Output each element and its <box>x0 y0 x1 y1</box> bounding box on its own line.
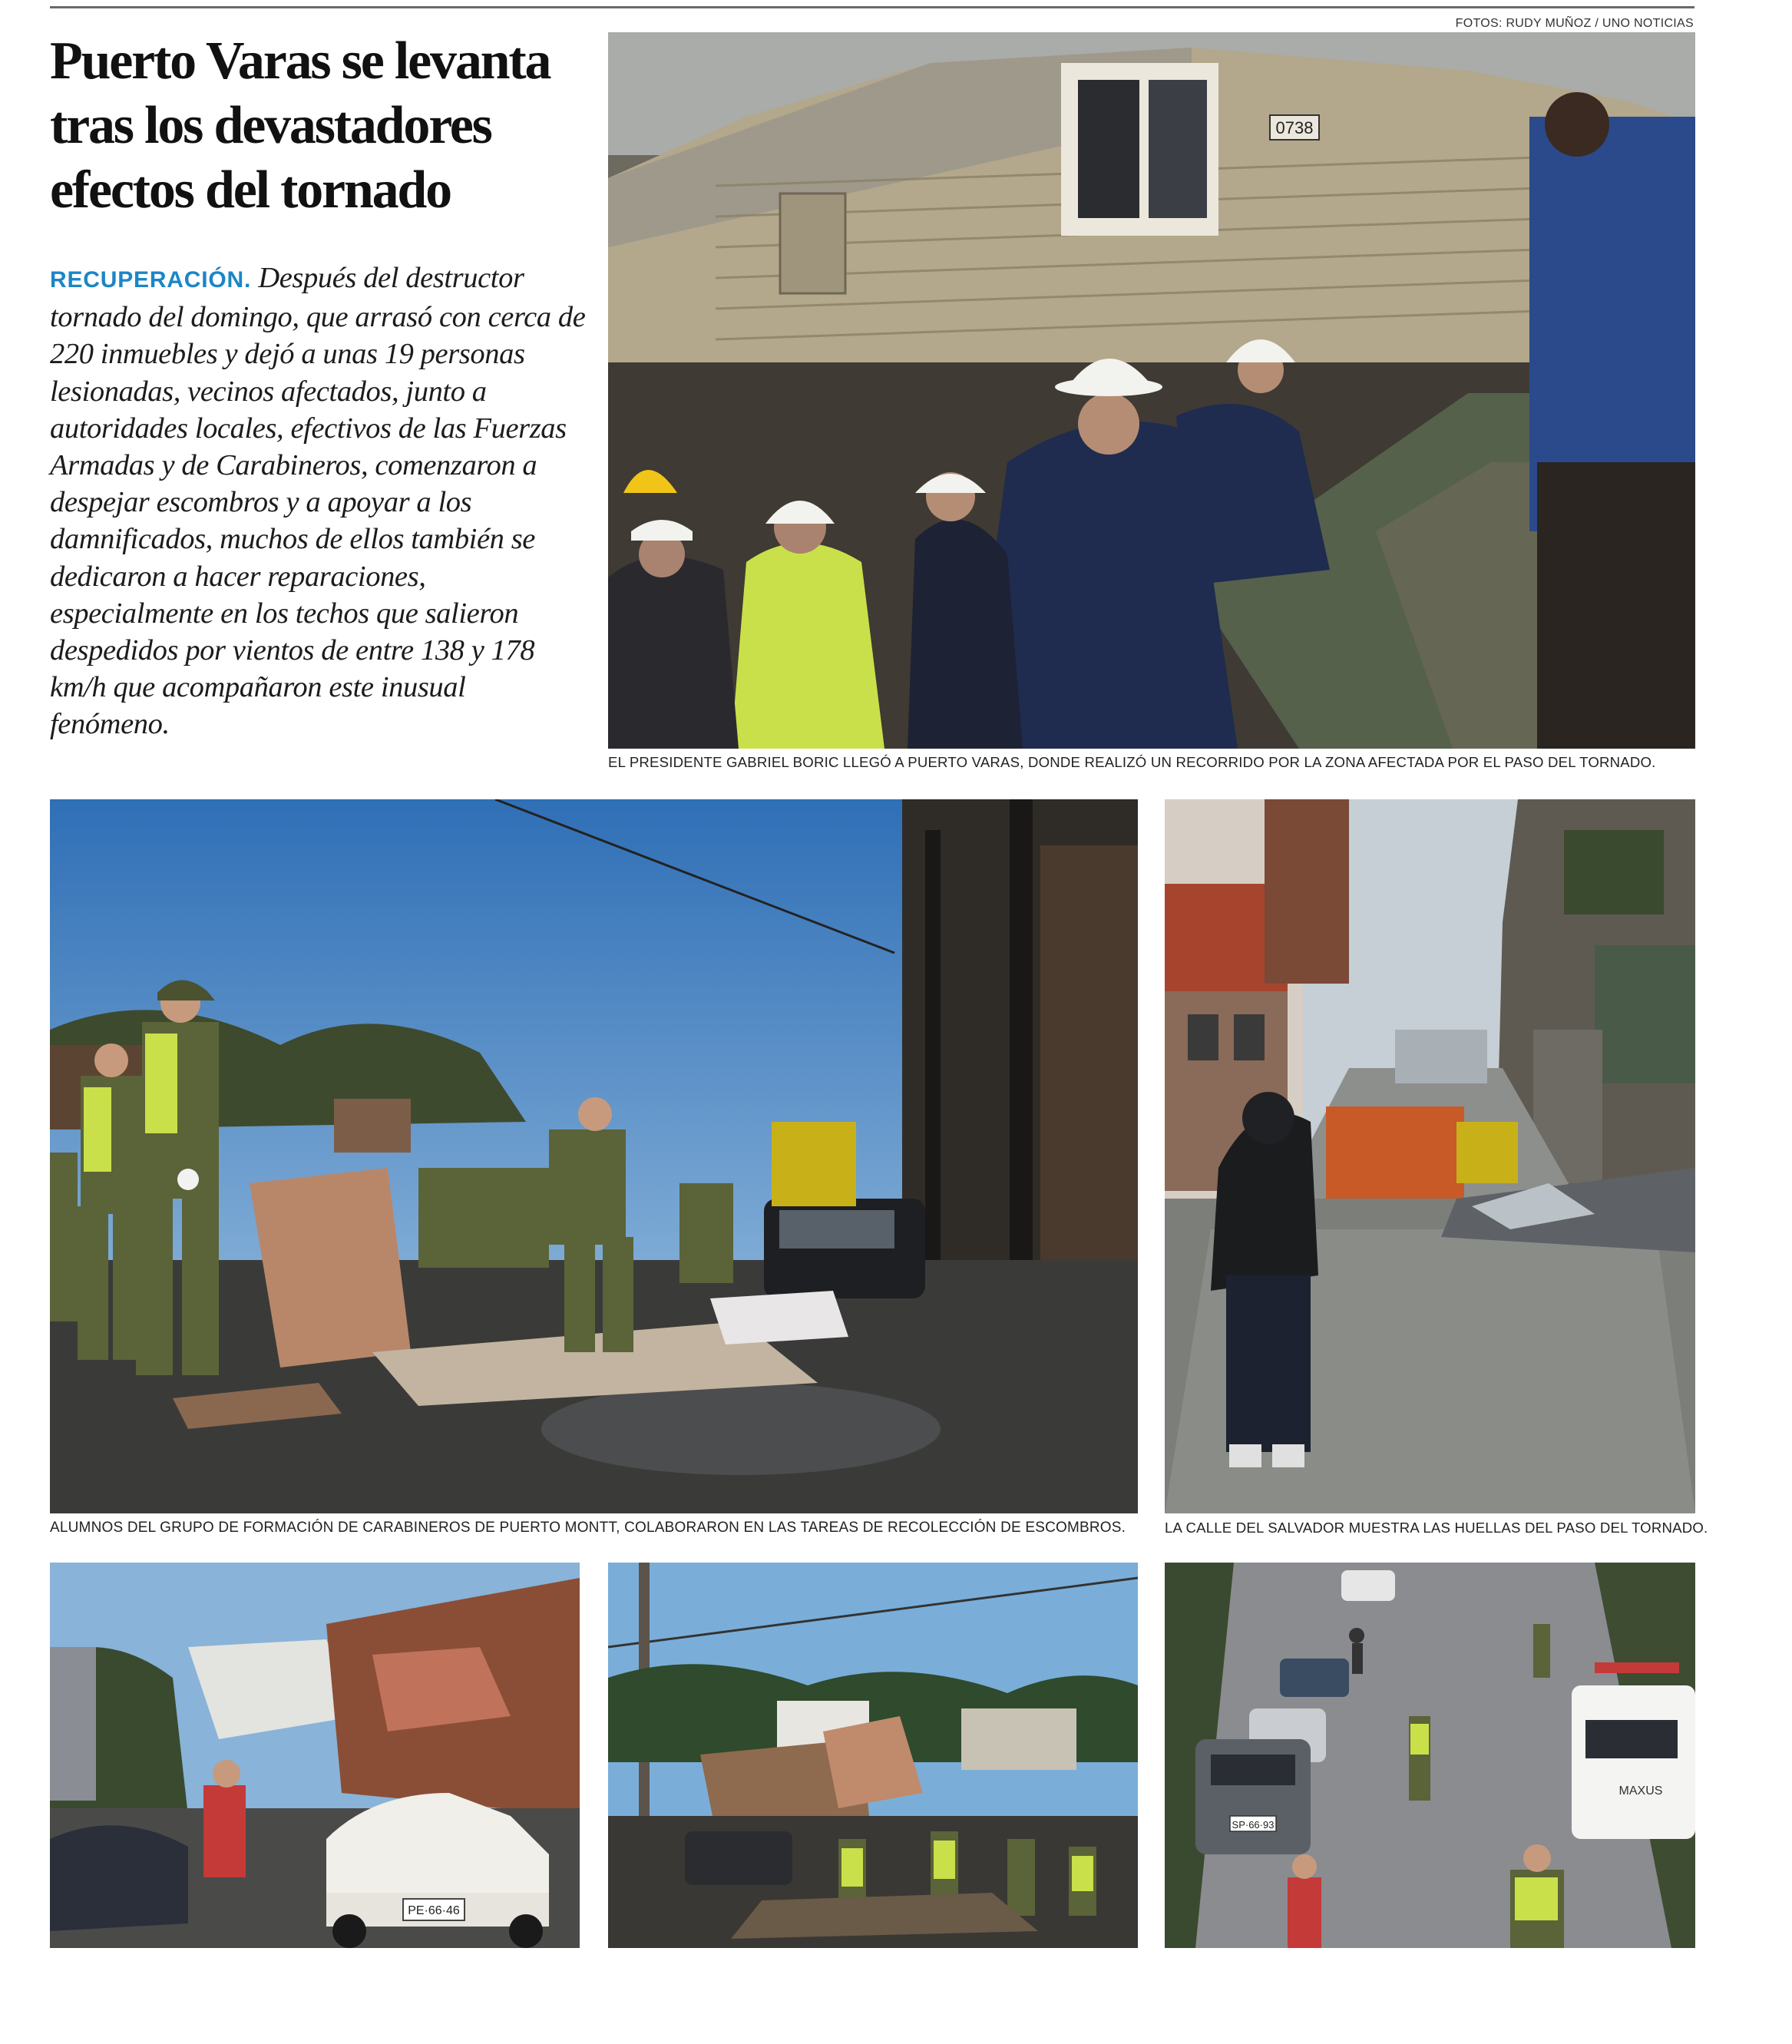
house-number: 0738 <box>1275 118 1314 137</box>
photo-carabineros-cleanup <box>50 799 1138 1513</box>
photo-street-police <box>1165 1563 1695 1948</box>
photo-credit: FOTOS: RUDY MUÑOZ / UNO NOTICIAS <box>1455 17 1694 30</box>
caption-calle: LA CALLE DEL SALVADOR MUESTRA LAS HUELLAS DEL PASO DEL TORNADO. <box>1165 1520 1708 1536</box>
photo-president-visit <box>608 32 1695 749</box>
photo-collapsed-houses <box>608 1563 1138 1948</box>
deck <box>50 260 587 743</box>
plate-b: SP·66·93 <box>1232 1819 1275 1831</box>
caption-main: EL PRESIDENTE GABRIEL BORIC LLEGÓ A PUERTO VARAS, DONDE REALIZÓ UN RECORRIDO POR LA ZONA AFECTADA POR EL PASO DEL TORNADO. <box>608 754 1656 770</box>
photo-destroyed-car <box>50 1563 580 1948</box>
photo-calle-del-salvador <box>1165 799 1695 1513</box>
top-rule <box>50 6 1694 8</box>
plate-a: PE·66·46 <box>408 1904 460 1917</box>
caption-carabineros: ALUMNOS DEL GRUPO DE FORMACIÓN DE CARABINEROS DE PUERTO MONTT, COLABORARON EN LAS TAREAS DE RECOLECCIÓN DE ESCOMBROS. <box>50 1520 1126 1536</box>
deck-kicker: RECUPERACIÓN. <box>50 267 252 293</box>
deck-text: Después del destructor tornado del domingo, que arrasó con cerca de 220 inmuebles y dejó a unas 19 personas lesionadas, vecinos afectados, junto a autoridades locales, efectivos de las Fuerzas Armadas y de Carabineros, comenzaron a despejar escombros y a apoyar a los damnificados, muchos de ellos también se dedicaron a hacer reparaciones, especialmente en los techos que salieron despedidos por vientos de entre 138 y 178 km/h que acompañaron este inusual fenómeno. <box>50 262 586 741</box>
truck-brand: MAXUS <box>1618 1784 1663 1798</box>
headline: Puerto Varas se levanta tras los devastadores efectos del tornado <box>50 31 550 220</box>
